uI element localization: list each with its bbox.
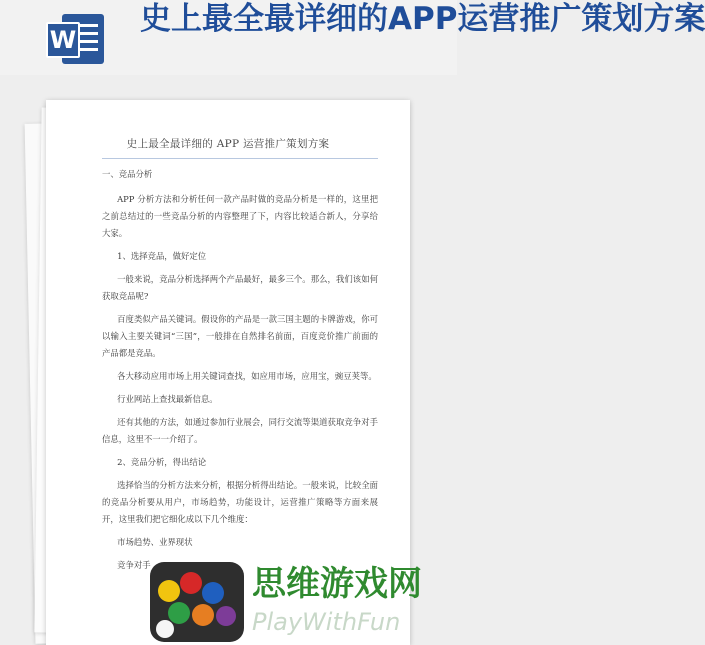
ball-white [156, 620, 174, 638]
watermark-chinese: 思维游戏网 [252, 564, 422, 604]
title-rule [102, 158, 378, 159]
document-paragraph: 一、竞品分析 [102, 169, 153, 179]
ball-orange [192, 604, 214, 626]
document-paragraph: 1、选择竞品，做好定位 [117, 251, 207, 261]
document-paragraph: 百度类似产品关键词。假设你的产品是一款三国主题的卡牌游戏，你可以输入主要关键词“三国”，一般排在自然排名前面，百度竞价推广前面的产品都是竞品。 [102, 314, 378, 358]
document-paragraph: 各大移动应用市场上用关键词查找，如应用市场，应用宝，豌豆荚等。 [117, 371, 377, 381]
document-title: 史上最全最详细的 APP 运营推广策划方案 [126, 138, 330, 150]
document-paragraph: 一般来说，竞品分析选择两个产品最好，最多三个。那么，我们该如何获取竞品呢? [102, 274, 378, 301]
word-icon-badge: W [46, 22, 80, 58]
banner-title: 史上最全最详细的APP运营推广策划方案 [140, 1, 705, 37]
word-doc-icon [44, 8, 106, 68]
document-paragraph: 选择恰当的分析方法来分析，根据分析得出结论。一般来说，比较全面的竞品分析要从用户，市场趋势，功能设计，运营推广策略等方面来展开，这里我们把它细化成以下几个维度： [102, 480, 378, 524]
document-paragraph: APP 分析方法和分析任何一款产品时做的竞品分析是一样的，这里把之前总结过的一些竞品分析的内容整理了下，内容比较适合新人，分享给大家。 [102, 194, 378, 238]
document-paragraph: 还有其他的方法，如通过参加行业展会，同行交流等渠道获取竞争对手信息，这里不一一介绍了。 [102, 417, 378, 444]
document-body [102, 166, 378, 580]
ball-red [180, 572, 202, 594]
site-watermark [160, 560, 457, 645]
document-paragraph: 2、竞品分析，得出结论 [117, 457, 207, 467]
ball-purple [216, 606, 236, 626]
ball-yellow [158, 580, 180, 602]
ball-green [168, 602, 190, 624]
banner [0, 0, 705, 75]
ball-blue [202, 582, 224, 604]
watermark-english: PlayWithFun [252, 608, 401, 636]
document-paragraph: 竞争对手 [117, 560, 151, 570]
document-paragraph: 市场趋势、业界现状 [117, 537, 193, 547]
document-paragraph: 行业网站上查找最新信息。 [117, 394, 218, 404]
billiards-logo [150, 562, 244, 642]
